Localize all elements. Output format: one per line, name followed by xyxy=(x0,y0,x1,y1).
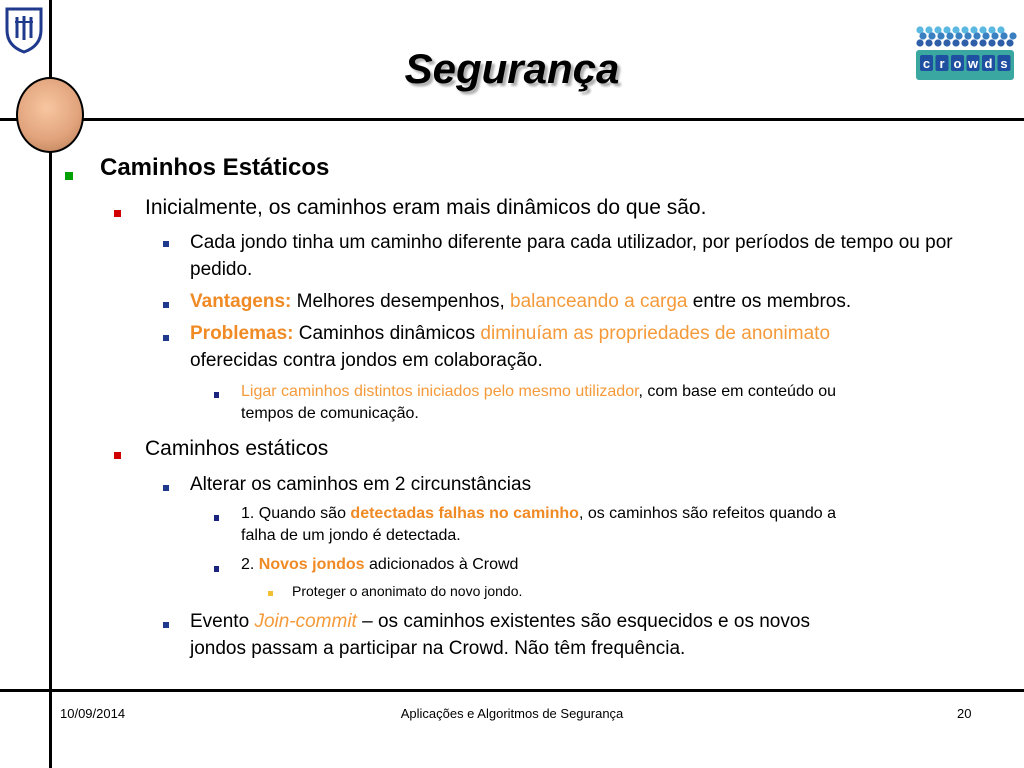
bullet-proteger: Proteger o anonimato do novo jondo. xyxy=(292,583,523,599)
evento-highlight: Join-commit xyxy=(254,611,357,632)
problemas-text-end: oferecidas contra jondos em colaboração. xyxy=(190,350,543,371)
logo-person-dot xyxy=(1000,32,1007,39)
logo-person-dot xyxy=(928,32,935,39)
quando-text-end: falha de um jondo é detectada. xyxy=(241,527,461,544)
slide-title: Segurança xyxy=(404,45,620,92)
logo-person-dot xyxy=(946,32,953,39)
logo-person-dot xyxy=(964,32,971,39)
ligar-text: , com base em conteúdo ou xyxy=(638,383,836,400)
bullet-cada-jondo: Cada jondo tinha um caminho diferente para cada utilizador, por períodos de tempo ou por pedido. xyxy=(190,232,953,280)
bullet-navy xyxy=(214,392,219,398)
bullet-vantagens xyxy=(190,288,1000,315)
logo-letter: s xyxy=(1000,56,1008,71)
quando-highlight: detectadas falhas no caminho xyxy=(350,505,579,522)
bullet-problemas xyxy=(190,320,1000,374)
problemas-text: Caminhos dinâmicos xyxy=(293,323,481,344)
bullet-blue xyxy=(163,241,169,247)
logo-person-dot xyxy=(937,32,944,39)
logo-letter: o xyxy=(953,56,962,71)
quando-prefix: 1. Quando são xyxy=(241,505,351,522)
bullet-navy xyxy=(214,515,219,521)
bullet-yellow xyxy=(268,591,273,596)
bullet-green xyxy=(65,172,73,180)
bullet-navy xyxy=(214,566,219,572)
header-rule xyxy=(0,118,1024,121)
logo-person-dot xyxy=(982,32,989,39)
problemas-label: Problemas: xyxy=(190,323,294,344)
vantagens-text: Melhores desempenhos, xyxy=(291,291,510,312)
footer-date: 10/09/2014 xyxy=(60,706,126,721)
logo-person-dot xyxy=(955,32,962,39)
novos-text: adicionados à Crowd xyxy=(364,556,519,573)
bullet-ligar-caminhos xyxy=(241,381,1001,425)
bullet-inicialmente: Inicialmente, os caminhos eram mais dinâmicos do que são. xyxy=(145,196,707,219)
footer-rule xyxy=(0,689,1024,692)
bullet-blue xyxy=(163,485,169,491)
logo-person-dot xyxy=(973,32,980,39)
bullet-novos-jondos xyxy=(241,554,518,576)
bullet-blue xyxy=(163,622,169,628)
bullet-caminhos-estaticos-2: Caminhos estáticos xyxy=(145,437,329,460)
bullet-blue xyxy=(163,335,169,341)
logo-person-dot xyxy=(991,32,998,39)
ligar-highlight: Ligar caminhos distintos iniciados pelo mesmo utilizador xyxy=(241,383,639,400)
footer-title: Aplicações e Algoritmos de Segurança xyxy=(400,706,624,721)
bullet-red xyxy=(114,210,121,217)
bullet-blue xyxy=(163,302,169,308)
vantagens-label: Vantagens: xyxy=(190,291,292,312)
logo-person-dot xyxy=(1009,32,1016,39)
ligar-text-end: tempos de comunicação. xyxy=(241,405,419,422)
problemas-highlight: diminuíam as propriedades de anonimato xyxy=(480,323,831,344)
bullet-red xyxy=(114,452,121,459)
bullet-caminhos-estaticos: Caminhos Estáticos xyxy=(100,154,330,181)
novos-prefix: 2. xyxy=(241,556,259,573)
bullet-evento xyxy=(190,608,1000,662)
novos-highlight: Novos jondos xyxy=(258,556,365,573)
evento-text: – os caminhos existentes são esquecidos e os novos xyxy=(356,611,810,632)
logo-letter: w xyxy=(967,56,979,71)
quando-text: , os caminhos são refeitos quando a xyxy=(578,505,836,522)
evento-prefix: Evento xyxy=(190,611,255,632)
footer-page-number: 20 xyxy=(957,706,972,721)
bullet-alterar-caminhos: Alterar os caminhos em 2 circunstâncias xyxy=(190,474,532,495)
logo-person-dot xyxy=(919,32,926,39)
bullet-quando-sao xyxy=(241,503,1001,547)
evento-text-end: jondos passam a participar na Crowd. Não têm frequência. xyxy=(190,638,686,659)
vantagens-highlight: balanceando a carga xyxy=(510,291,688,312)
logo-letter: c xyxy=(922,56,931,71)
logo-letter: r xyxy=(939,56,945,71)
vantagens-text-end: entre os membros. xyxy=(687,291,852,312)
logo-letter: d xyxy=(984,56,993,71)
